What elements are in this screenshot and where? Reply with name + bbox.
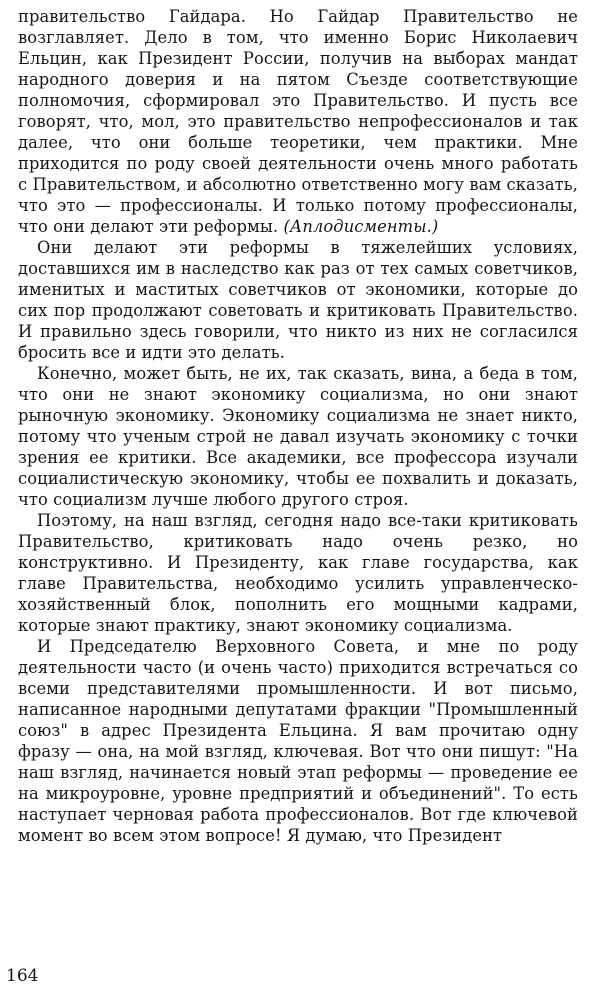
- paragraph-1: [18, 6, 578, 237]
- paragraph-5: И Председателю Верховного Совета, и мне по роду деятельности часто (и очень часто) приходится встречаться со всеми представителями промышленности. И вот письмо, написанное народными депутатами фракции "Промышленный союз" в адрес Президента Ельцина. Я вам прочитаю одну фразу — она, на мой взгляд, ключевая. Вот что они пишут: "На наш взгляд, начинается новый этап реформы — проведение ее на микроуровне, уровне предприятий и объединений". То есть наступает черновая работа профессионалов. Вот где ключевой момент во всем этом вопросе! Я думаю, что Президент: [18, 637, 578, 845]
- paragraph-4: Поэтому, на наш взгляд, сегодня надо все-таки критиковать Правительство, критиковать надо очень резко, но конструктивно. И Президенту, как главе государства, как главе Правительства, необходимо усилить управленческо-хозяйственный блок, пополнить его мощными кадрами, которые знают практику, знают экономику социализма.: [18, 511, 578, 635]
- paragraph-1-text: правительство Гайдара. Но Гайдар Правительство не возглавляет. Дело в том, что именно Борис Николаевич Ельцин, как Президент России, получив на выборах мандат народного доверия и на пятом Съезде соответствующие полномочия, сформировал это Правительство. И пусть все говорят, что, мол, это правительство непрофессионалов и так далее, что они больше теоретики, чем практики. Мне приходится по роду своей деятельности очень много работать с Правительством, и абсолютно ответственно могу вам сказать, что это — профессионалы. И только потому профессионалы, что они делают эти реформы.: [18, 7, 578, 236]
- page-number: 164: [6, 966, 39, 986]
- applause-remark: (Аплодисменты.): [283, 217, 439, 236]
- paragraph-2: Они делают эти реформы в тяжелейших условиях, доставшихся им в наследство как раз от тех самых советчиков, именитых и маститых советчиков от экономики, которые до сих пор продолжают советовать и критиковать Правительство. И правильно здесь говорили, что никто из них не согласился бросить все и идти это делать.: [18, 238, 578, 362]
- paragraph-3: Конечно, может быть, не их, так сказать, вина, а беда в том, что они не знают экономику социализма, но они знают рыночную экономику. Экономику социализма не знает никто, потому что ученым строй не давал изучать экономику с точки зрения ее критики. Все академики, все профессора изучали социалистическую экономику, чтобы ее похвалить и доказать, что социализм лучше любого другого строя.: [18, 364, 578, 509]
- body-text: [18, 6, 578, 846]
